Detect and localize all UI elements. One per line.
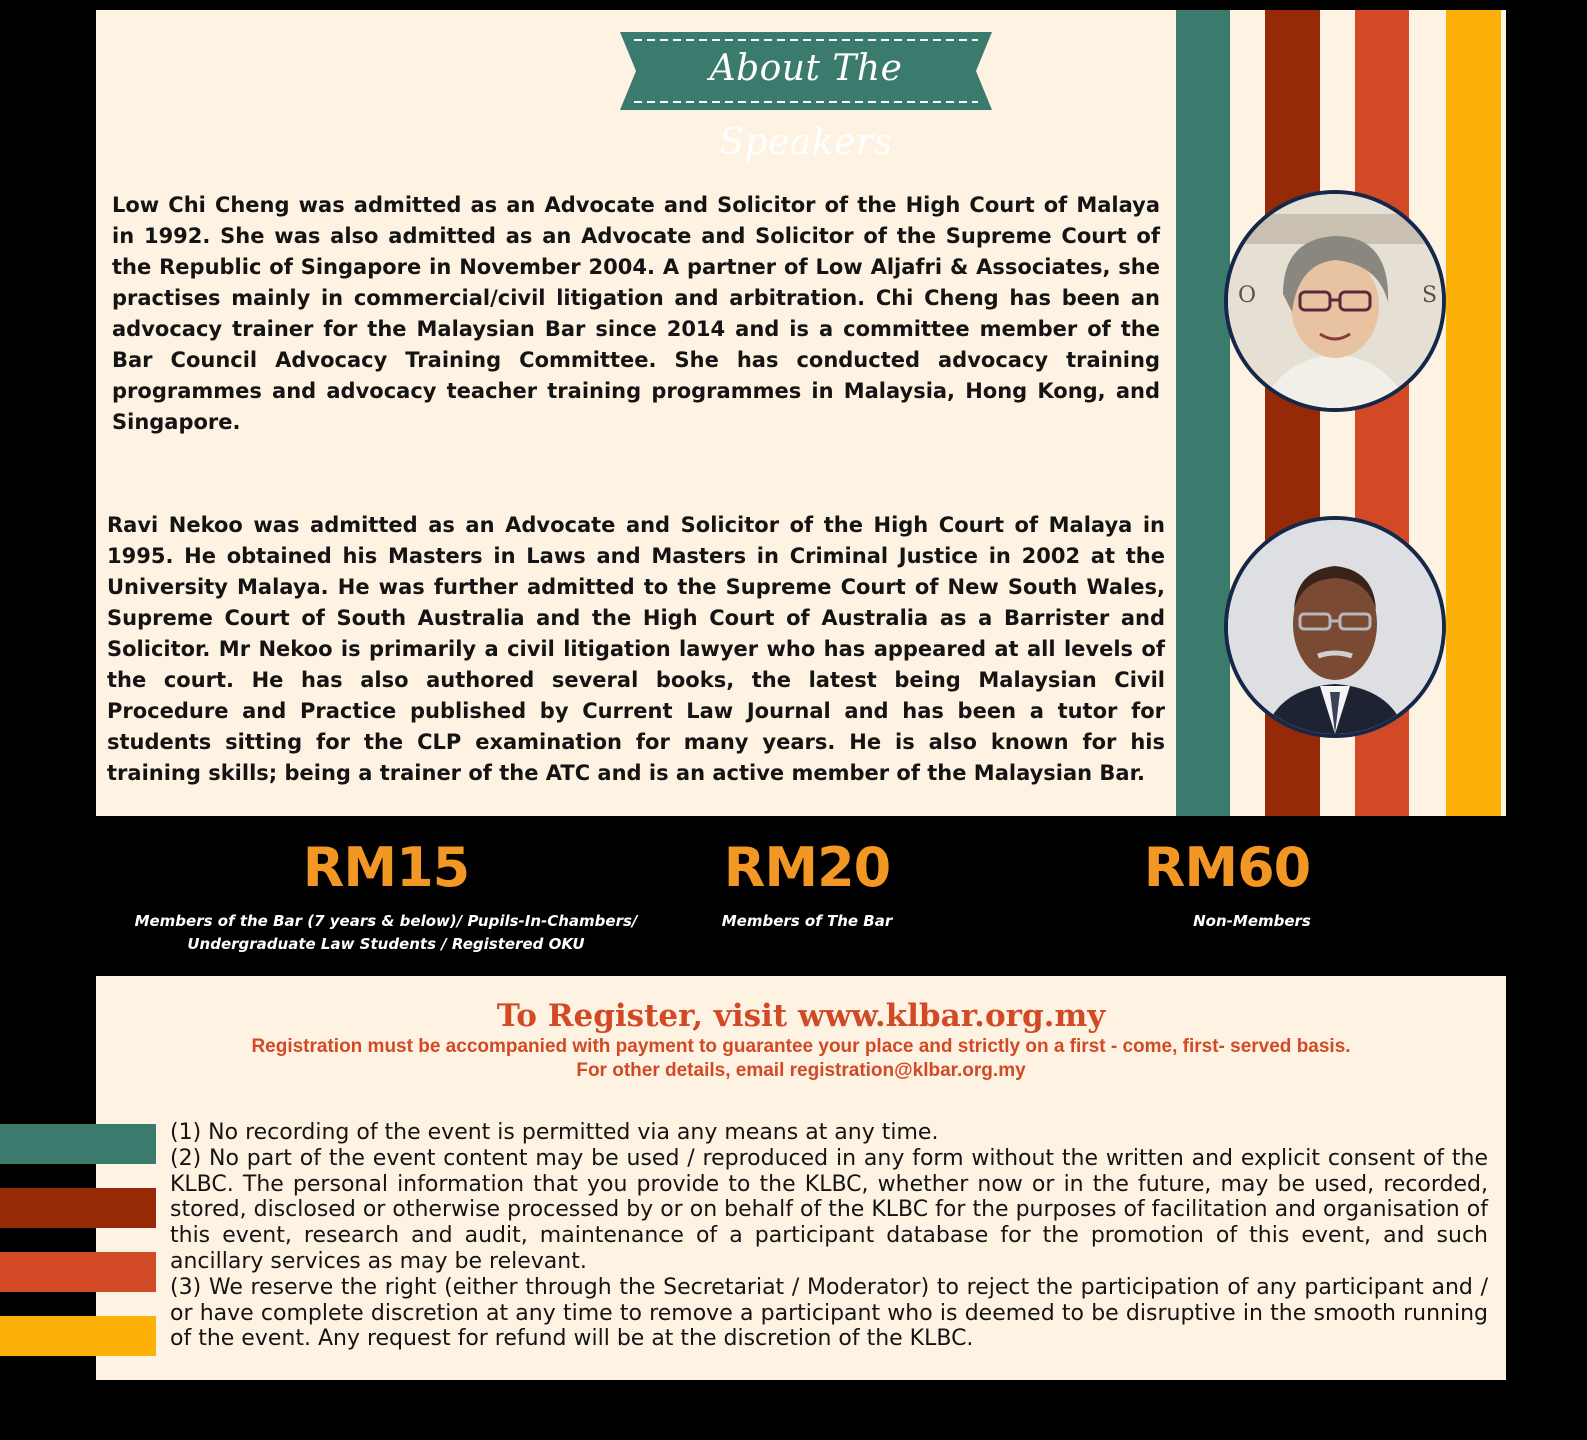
price-caption-line: Members of The Bar — [721, 912, 893, 930]
registration-note: Registration must be accompanied with payment to guarantee your place and strictly on a first - come, first- served basis. — [251, 1036, 1351, 1057]
page-title: About The Speakers — [709, 48, 903, 163]
registration-panel — [96, 976, 1506, 1380]
svg-text:S: S — [1422, 283, 1438, 308]
price-caption-line: Non-Members — [1193, 912, 1311, 930]
price-caption — [657, 910, 957, 933]
term-item: (1) No recording of the event is permitted via any means at any time. — [170, 1120, 939, 1145]
speaker-portrait-woman — [1224, 190, 1446, 412]
side-bar-maroon — [0, 1188, 156, 1228]
registration-email-note[interactable]: For other details, email registration@klbar.org.my — [576, 1060, 1026, 1081]
term-item: (2) No part of the event content may be used / reproduced in any form without the written and explicit consent of the KLBC. The personal information that you provide to the KLBC, whether now or in the future, may be used, recorded, stored, disclosed or otherwise processed by or on behalf of the KLBC for the purposes of facilitation and organisation of this event, research and audit, maintenance of a participant database for the promotion of this event, and such ancillary services as may be relevant. — [170, 1145, 1488, 1274]
register-heading[interactable]: To Register, visit www.klbar.org.my — [496, 998, 1106, 1034]
price-amount: RM60 — [1143, 836, 1311, 899]
price-caption-line: Undergraduate Law Students / Registered OKU — [187, 935, 585, 953]
side-bar-teal — [0, 1124, 156, 1164]
section-banner — [620, 32, 992, 163]
speaker-bio-low-chi-cheng: Low Chi Cheng was admitted as an Advocate and Solicitor of the High Court of Malaya in 1992. She was also admitted as an Advocate and Solicitor of the Supreme Court of the Republic of Singapore in November 2004. A partner of Low Aljafri & Associates, she practises mainly in commercial/civil litigation and arbitration. Chi Cheng has been an advocacy trainer for the Malaysian Bar since 2014 and is a committee member of the Bar Council Advocacy Training Committee. She has conducted advocacy training programmes and advocacy teacher training programmes in Malaysia, Hong Kong, and Singapore. — [112, 193, 1160, 434]
speakers-panel — [96, 10, 1506, 816]
price-caption — [126, 910, 646, 956]
price-tier-member — [657, 838, 957, 933]
side-bar-amber — [0, 1316, 156, 1356]
svg-text:O: O — [1238, 283, 1257, 308]
stripe-amber — [1446, 10, 1501, 816]
price-tier-non-member — [1052, 838, 1402, 933]
side-bar-orange-red — [0, 1252, 156, 1292]
stripe-teal — [1176, 10, 1230, 816]
price-amount: RM15 — [302, 836, 470, 899]
price-caption-line: Members of the Bar (7 years & below)/ Pupils-In-Chambers/ — [134, 912, 638, 930]
term-item: (3) We reserve the right (either through the Secretariat / Moderator) to reject the participation of any participant and / or have complete discretion at any time to remove a participant who is deemed to be disruptive in the smooth running of the event. Any request for refund will be at the discretion of the KLBC. — [170, 1274, 1488, 1352]
price-tier-junior — [126, 838, 646, 956]
speaker-bio-ravi-nekoo: Ravi Nekoo was admitted as an Advocate and Solicitor of the High Court of Malaya in 1995. He obtained his Masters in Laws and Masters in Criminal Justice in 2002 at the University Malaya. He was further admitted to the Supreme Court of New South Wales, Supreme Court of South Australia and the High Court of Australia as a Barrister and Solicitor. Mr Nekoo is primarily a civil litigation lawyer who has appeared at all levels of the court. He has also authored several books, the latest being Malaysian Civil Procedure and Practice published by Current Law Journal and has been a tutor for students sitting for the CLP examination for many years. He is also known for his training skills; being a trainer of the ATC and is an active member of the Malaysian Bar. — [107, 513, 1165, 785]
speaker-portrait-man — [1224, 516, 1446, 738]
price-amount: RM20 — [723, 836, 891, 899]
terms-and-conditions — [170, 1120, 1488, 1352]
price-caption — [1102, 910, 1402, 933]
